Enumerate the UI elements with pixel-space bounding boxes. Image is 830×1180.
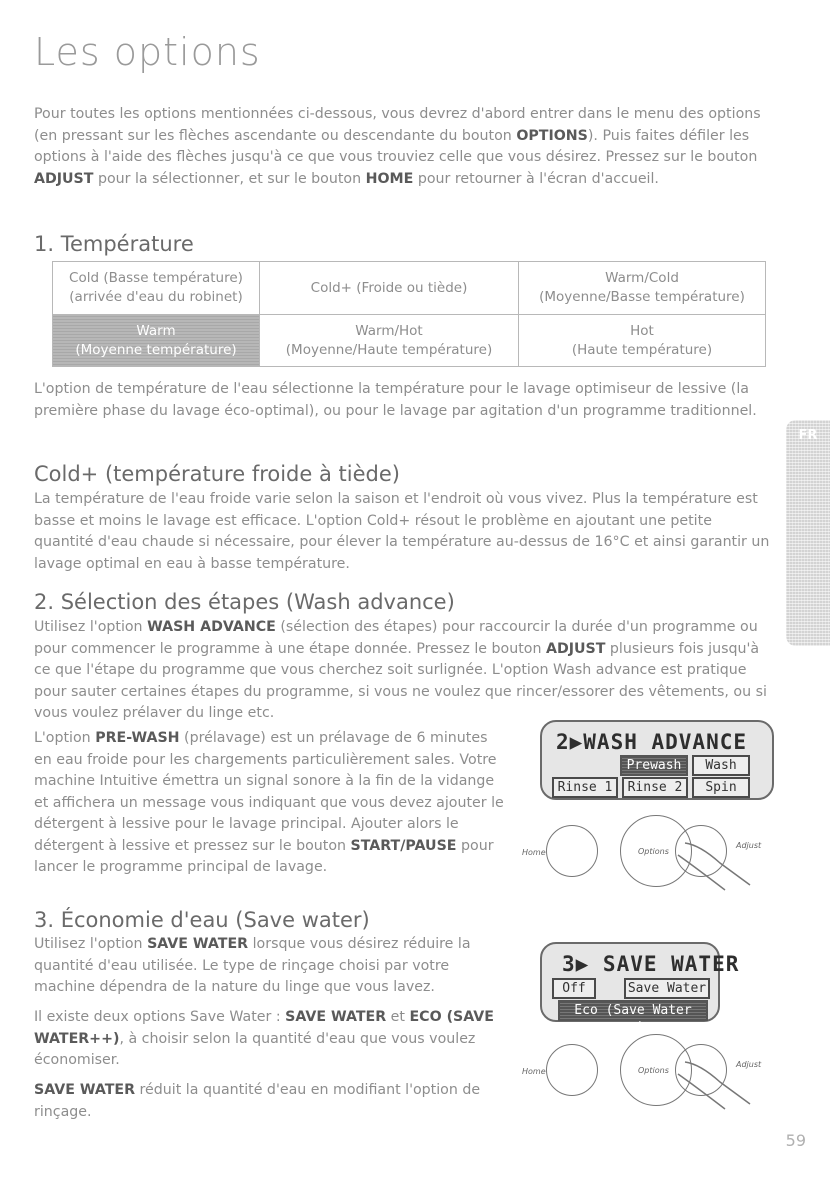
control-buttons-2 [520, 1034, 780, 1114]
save-water-display-header: 3▶ SAVE WATER [562, 952, 740, 976]
chip-rinse1: Rinse 1 [552, 777, 618, 798]
washadvance-bold-option: WASH ADVANCE [147, 619, 276, 635]
cell-warmhot-line2: (Moyenne/Haute température) [285, 341, 493, 358]
cell-warm-line2: (Moyenne température) [75, 341, 237, 358]
intro-paragraph [34, 104, 774, 190]
cell-coldplus [260, 262, 519, 315]
home-label-1: Home [522, 848, 546, 857]
savewater-detail-bold: SAVE WATER [34, 1082, 136, 1098]
savewater-options-text-3: , à choisir selon la quantité d'eau que vous voulez économiser. [34, 1030, 476, 1068]
save-water-display [540, 942, 740, 1035]
chip-wash: Wash [692, 755, 750, 776]
wash-advance-display [540, 720, 774, 800]
prewash-text-1: L'option [34, 730, 96, 746]
cell-hot [519, 315, 766, 367]
savewater-heading: 3. Économie d'eau (Save water) [34, 908, 370, 932]
page-title: Les options [34, 30, 261, 74]
intro-bold-home: HOME [365, 170, 414, 187]
chip-spin: Spin [692, 777, 750, 798]
cell-warmcold [519, 262, 766, 315]
cell-warmcold-line2: (Moyenne/Basse température) [539, 289, 745, 305]
cell-warmhot-line1: Warm/Hot [355, 322, 423, 339]
intro-bold-options: OPTIONS [516, 127, 588, 144]
coldplus-text: La température de l'eau froide varie selon la saison et l'endroit où vous vivez. Plus la température est basse et moins le lavage est efficace. L'option Cold+ résout le problème en ajoutant une petite quantité d'eau chaude si nécessaire, pour élever la température au-dessus de 16°C et ainsi garantir un lavage optimal en eau à basse température. [34, 491, 770, 572]
finger-icon [520, 815, 780, 895]
side-tab-label: FR [798, 428, 818, 443]
options-label-2: Options [638, 1066, 669, 1075]
savewater-options-bold-2: ECO (SAVE WATER++) [34, 1009, 494, 1047]
washadvance-paragraph [34, 617, 774, 725]
options-label-1: Options [638, 847, 669, 856]
prewash-text-2: (prélavage) est un prélavage de 6 minutes en eau froide pour les chargements particulièrement sales. Votre machine Intuitive émettra un signal sonore à la fin de la vidange et affichera un message vous indiquant que vous devez ajouter le détergent à lessive pour le lavage principal. Ajouter alors le détergent à lessive et pressez sur le bouton [34, 730, 504, 854]
washadvance-text-2: (sélection des étapes) pour raccourcir la durée d'un programme ou pour commencer le programme à une étape donnée. Pressez le bouton [34, 619, 758, 657]
washadvance-heading: 2. Sélection des étapes (Wash advance) [34, 590, 455, 614]
savewater-options-bold-1: SAVE WATER [285, 1009, 387, 1025]
prewash-text-3: pour lancer le programme principal de lavage. [34, 837, 494, 875]
savewater-options-text-2: et [386, 1009, 410, 1025]
savewater-options-text-1: Il existe deux options Save Water : [34, 1009, 286, 1025]
intro-bold-adjust: ADJUST [34, 170, 94, 187]
savewater-paragraph [34, 934, 504, 999]
cell-warmcold-line1: Warm/Cold [605, 270, 679, 286]
intro-text-2: ). Puis faites défiler les options à l'aide des flèches jusqu'à ce que vous trouviez celle que vous désirez. Pressez sur le bouton [34, 127, 758, 165]
washadvance-text-3: plusieurs fois jusqu'à ce que l'étape du programme que vous cherchez soit surlignée. L'option Wash advance est pratique pour sauter certaines étapes du programme, si vous ne voulez que rincer/essorer des vêtements, ou si vous voulez prélaver du linge etc. [34, 640, 767, 721]
cell-cold [53, 262, 260, 315]
temperature-heading: 1. Température [34, 232, 194, 256]
chip-prewash: Prewash [620, 755, 688, 776]
chip-eco: Eco (Save Water ++) [558, 1000, 708, 1021]
washadvance-text-1: Utilisez l'option [34, 619, 148, 635]
prewash-bold-startpause: START/PAUSE [350, 837, 457, 854]
savewater-detail-text: réduit la quantité d'eau en modifiant l'option de rinçage. [34, 1082, 481, 1120]
coldplus-heading: Cold+ (température froide à tiède) [34, 462, 400, 486]
cell-coldplus-line1: Cold+ (Froide ou tiède) [310, 279, 468, 296]
intro-text-3: pour la sélectionner, et sur le bouton [93, 170, 366, 187]
wash-advance-display-header: 2▶WASH ADVANCE [556, 730, 748, 754]
home-label-2: Home [522, 1067, 546, 1076]
savewater-text-2: lorsque vous désirez réduire la quantité d'eau utilisée. Le type de rinçage choisi par votre machine dépendra de la nature du linge que vous lavez. [34, 936, 471, 995]
intro-text-1: Pour toutes les options mentionnées ci-dessous, vous devrez d'abord entrer dans le menu des options (en pressant sur les flèches ascendante ou descendante du bouton [34, 106, 761, 144]
adjust-label-1: Adjust [736, 841, 762, 850]
cell-hot-line1: Hot [630, 322, 654, 339]
chip-off: Off [552, 978, 596, 999]
cell-warm-selected [53, 315, 260, 367]
chip-save-water: Save Water [624, 978, 710, 999]
cell-warmhot [260, 315, 519, 367]
finger-icon [520, 1034, 780, 1114]
cell-warm-line1: Warm [136, 322, 176, 339]
cell-cold-line2: (arrivée d'eau du robinet) [69, 289, 243, 305]
prewash-paragraph [34, 728, 504, 879]
savewater-options-paragraph [34, 1007, 504, 1072]
chip-rinse2: Rinse 2 [622, 777, 688, 798]
cell-hot-line2: (Haute température) [571, 341, 713, 358]
savewater-bold-option: SAVE WATER [147, 936, 249, 952]
page-number: 59 [785, 1131, 806, 1150]
temperature-text: L'option de température de l'eau sélectionne la température pour le lavage optimiseur de lessive (la première phase du lavage éco-optimal), ou pour le lavage par agitation d'un programme traditionnel. [34, 381, 757, 419]
intro-text-4: pour retourner à l'écran d'accueil. [413, 170, 659, 187]
prewash-bold-prewash: PRE-WASH [95, 730, 180, 746]
temperature-table [52, 261, 766, 367]
adjust-label-2: Adjust [736, 1060, 762, 1069]
savewater-detail-paragraph [34, 1080, 504, 1123]
language-side-tab [786, 420, 830, 646]
cell-cold-line1: Cold (Basse température) [69, 270, 243, 286]
savewater-text-1: Utilisez l'option [34, 936, 148, 952]
washadvance-bold-adjust: ADJUST [545, 640, 606, 657]
control-buttons-1 [520, 815, 780, 895]
